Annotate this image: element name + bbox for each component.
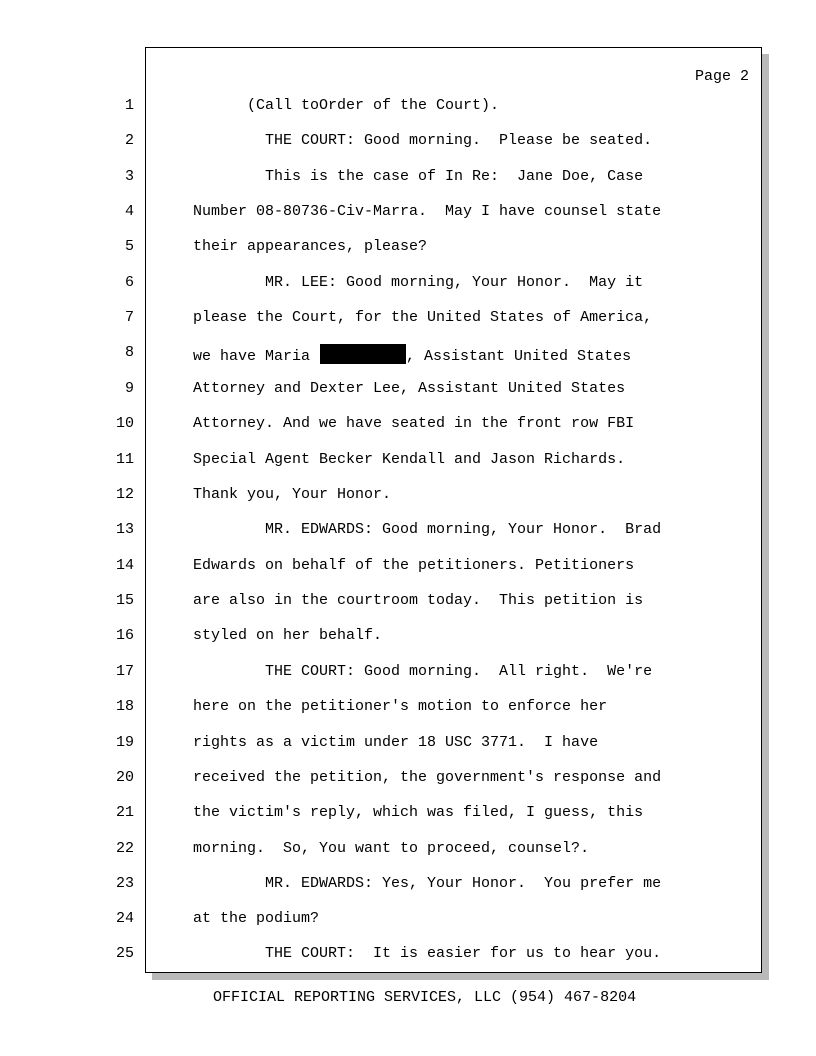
- line-number: 2: [124, 132, 134, 149]
- line-number: 9: [124, 380, 134, 397]
- line-number: 17: [115, 663, 134, 680]
- line-number: 19: [115, 734, 134, 751]
- line-number: 21: [115, 804, 134, 821]
- line-number: 4: [124, 203, 134, 220]
- reporter-footer: OFFICIAL REPORTING SERVICES, LLC (954) 467-8204: [213, 989, 637, 1006]
- line-number: 11: [115, 451, 134, 468]
- transcript-line: This is the case of In Re: Jane Doe, Case: [193, 168, 644, 185]
- transcript-line: at the podium?: [193, 910, 320, 927]
- line-number: 20: [115, 769, 134, 786]
- transcript-line: Attorney. And we have seated in the front row FBI: [193, 415, 635, 432]
- line-number: 1: [124, 97, 134, 114]
- redaction-block: [320, 344, 406, 364]
- page-number: Page 2: [695, 68, 750, 85]
- transcript-line: Thank you, Your Honor.: [193, 486, 392, 503]
- transcript-line: MR. EDWARDS: Yes, Your Honor. You prefer me: [193, 875, 662, 892]
- transcript-line: the victim's reply, which was filed, I guess, this: [193, 804, 644, 821]
- transcript-line: received the petition, the government's response and: [193, 769, 662, 786]
- transcript-line: MR. LEE: Good morning, Your Honor. May it: [193, 274, 644, 291]
- transcript-line: Attorney and Dexter Lee, Assistant United States: [193, 380, 626, 397]
- transcript-line: THE COURT: Good morning. All right. We're: [193, 663, 653, 680]
- line-number: 6: [124, 274, 134, 291]
- line-number: 24: [115, 910, 134, 927]
- line-number: 3: [124, 168, 134, 185]
- line-segment: we have Maria: [193, 348, 320, 365]
- line-number: 12: [115, 486, 134, 503]
- transcript-line: are also in the courtroom today. This petition is: [193, 592, 644, 609]
- transcript-line: THE COURT: It is easier for us to hear you.: [193, 945, 662, 962]
- transcript-line: Edwards on behalf of the petitioners. Petitioners: [193, 557, 635, 574]
- line-number: 16: [115, 627, 134, 644]
- line-segment: , Assistant United States: [406, 348, 632, 365]
- transcript-line: here on the petitioner's motion to enforce her: [193, 698, 608, 715]
- transcript-line: Special Agent Becker Kendall and Jason Richards.: [193, 451, 626, 468]
- transcript-line: rights as a victim under 18 USC 3771. I have: [193, 734, 599, 751]
- transcript-line: [193, 344, 631, 366]
- line-number: 8: [124, 344, 134, 361]
- line-number: 25: [115, 945, 134, 962]
- transcript-line: their appearances, please?: [193, 238, 428, 255]
- line-number: 23: [115, 875, 134, 892]
- transcript-line: (Call toOrder of the Court).: [193, 97, 500, 114]
- transcript-line: MR. EDWARDS: Good morning, Your Honor. Brad: [193, 521, 662, 538]
- line-number: 5: [124, 238, 134, 255]
- line-number: 7: [124, 309, 134, 326]
- line-number: 15: [115, 592, 134, 609]
- line-number: 14: [115, 557, 134, 574]
- transcript-line: morning. So, You want to proceed, counsel?.: [193, 840, 590, 857]
- line-number: 22: [115, 840, 134, 857]
- line-number: 10: [115, 415, 134, 432]
- transcript-line: Number 08-80736-Civ-Marra. May I have counsel state: [193, 203, 662, 220]
- line-number: 18: [115, 698, 134, 715]
- transcript-line: please the Court, for the United States of America,: [193, 309, 653, 326]
- transcript-line: styled on her behalf.: [193, 627, 383, 644]
- transcript-line: THE COURT: Good morning. Please be seated.: [193, 132, 653, 149]
- line-number: 13: [115, 521, 134, 538]
